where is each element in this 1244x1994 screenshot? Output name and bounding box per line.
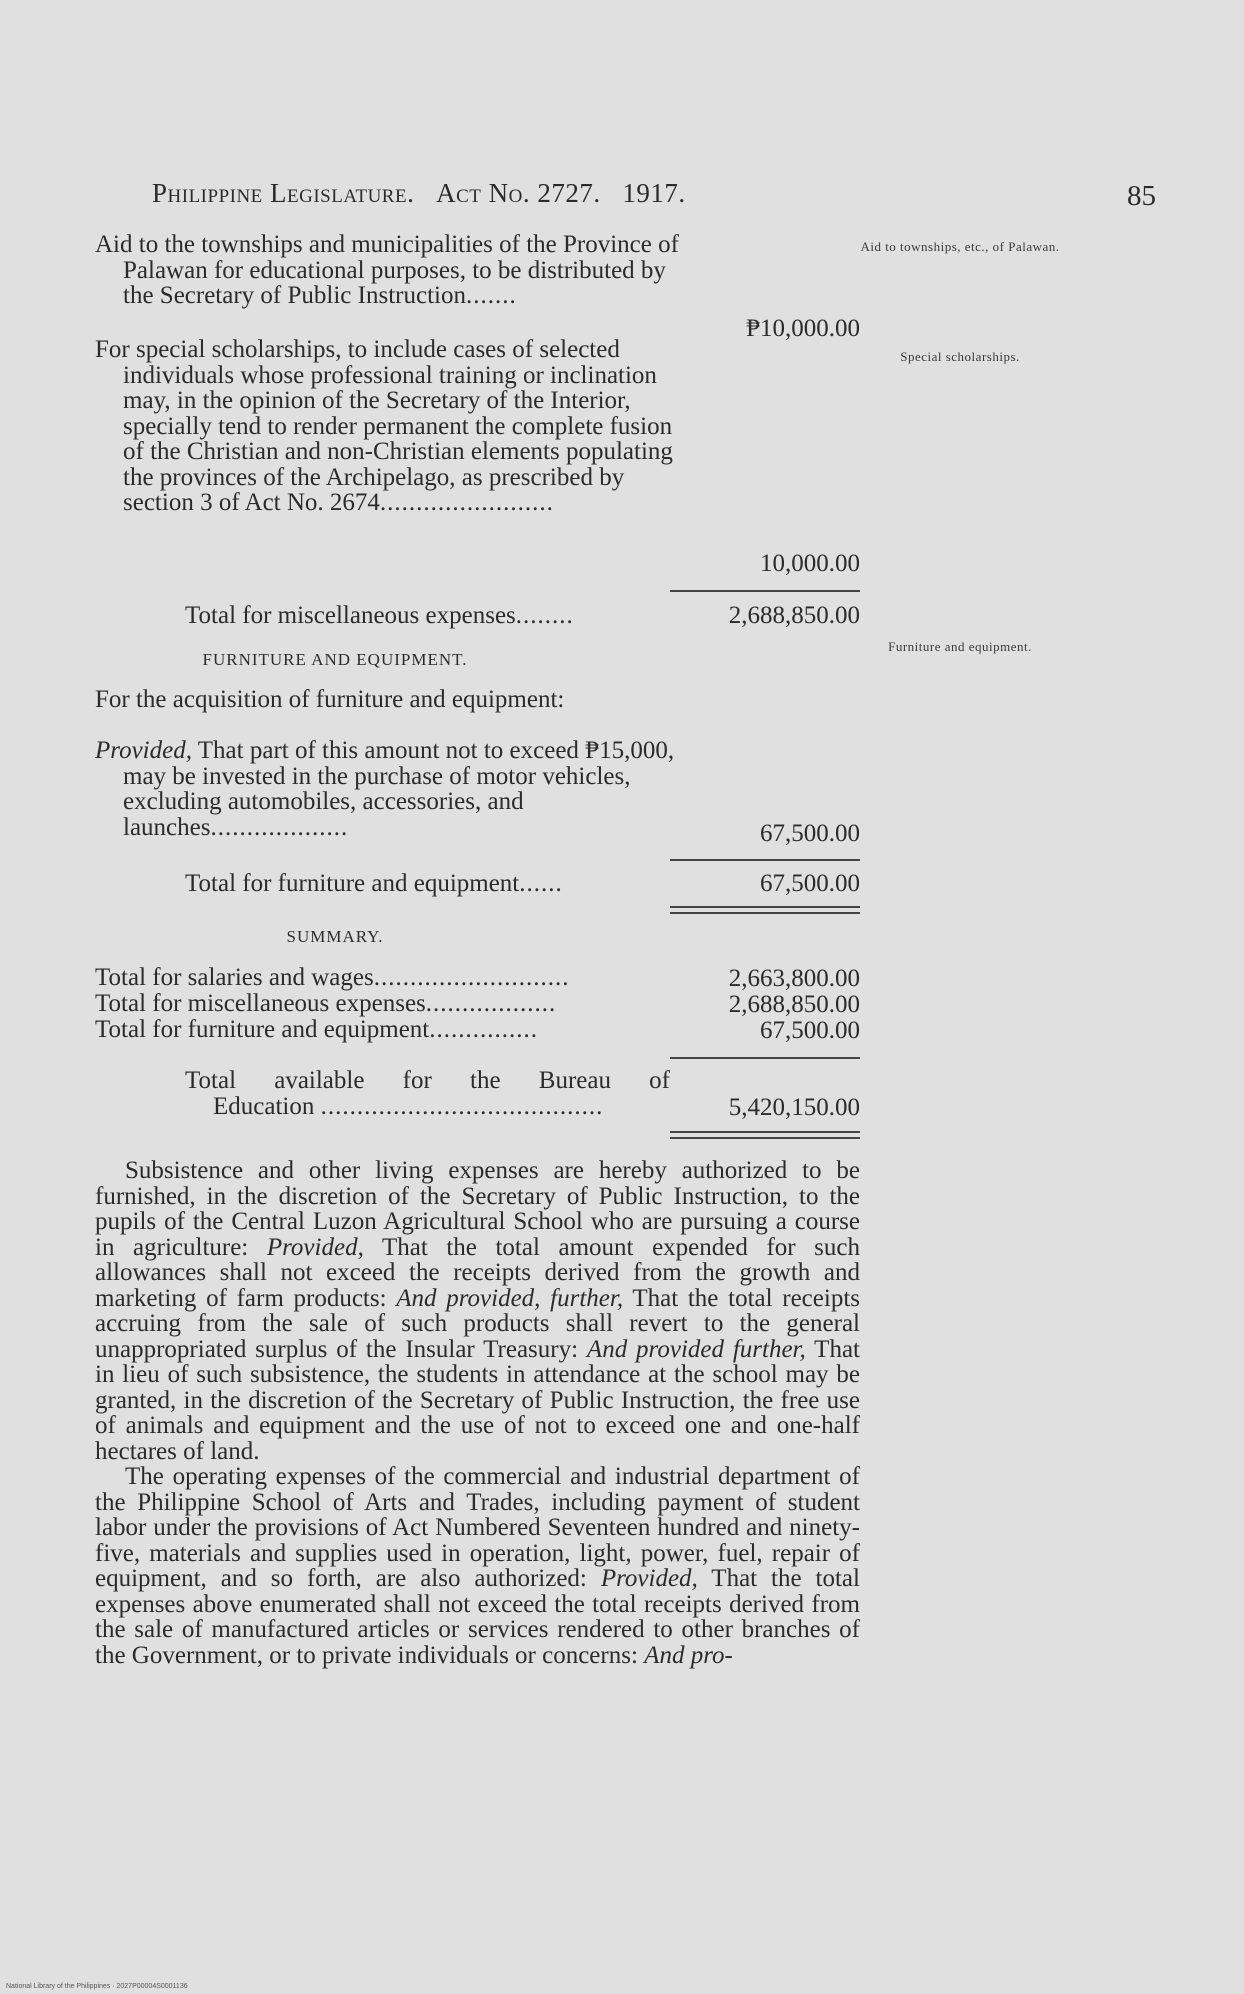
summary-row: Total for miscellaneous expenses..................	[95, 990, 557, 1017]
heading-summary: SUMMARY.	[286, 927, 384, 946]
misc-total-amount: 2,688,850.00	[728, 602, 860, 629]
scan-footer: National Library of the Philippines · 2027P00004S0001136	[6, 1983, 188, 1990]
grand-total-amount: 5,420,150.00	[728, 1094, 860, 1121]
furniture-total-label: Total for furniture and equipment	[185, 870, 520, 897]
furniture-proviso: Provided, That part of this amount not to exceed ₱15,000, may be invested in the purchase of motor vehicles, excluding automobiles, accessories, and launches...................	[95, 737, 675, 841]
proviso-text: That part of this amount not to exceed ₱15,000, may be invested in the purchase of motor vehicles, excluding automobiles, accessories, and launches	[123, 737, 675, 841]
entry-scholarships-text: For special scholarships, to include cases of selected individuals whose professional training or inclination may, in the opinion of the Secretary of the Interior, specially tend to render permanent the complete fusion of the Christian and non-Christian elements populating the provinces of the Archipelago, as prescribed by section 3 of Act No. 2674	[95, 336, 673, 516]
header-year: 1917.	[622, 178, 686, 208]
entry-palawan: Aid to the townships and municipalities of the Province of Palawan for educational purposes, to be distributed by the Secretary of Public Instruction.......	[95, 231, 679, 309]
proviso-word: Provided,	[95, 737, 192, 764]
rule-single	[670, 859, 860, 861]
body-paragraphs	[95, 1158, 860, 1668]
misc-total-line: Total for miscellaneous expenses........	[185, 602, 574, 629]
margin-note-scholarships: Special scholarships.	[900, 349, 1020, 364]
misc-total-label: Total for miscellaneous expenses	[185, 602, 516, 629]
paragraph-subsistence: Subsistence and other living expenses are hereby authorized to be furnished, in the discretion of the Secretary of Public Instruction, to the pupils of the Central Luzon Agricultural School who are pursuing a course in agriculture: Provided, That the total amount expended for such allowances shall not exceed the receipts derived from the growth and marketing of farm products: And provided, further, That the total receipts accruing from the sale of such products shall revert to the general unappropriated surplus of the Insular Treasury: And provided further, That in lieu of such subsistence, the students in attendance at the school may be granted, in the discretion of the Secretary of Public Instruction, the free use of animals and equipment and the use of not to exceed one and one-half hectares of land.	[95, 1157, 861, 1465]
margin-note-palawan: Aid to townships, etc., of Palawan.	[860, 239, 1060, 254]
summary-row-label: Total for salaries and wages	[95, 964, 374, 991]
rule-double	[670, 1131, 860, 1139]
furniture-line1-text: For the acquisition of furniture and equipment:	[95, 686, 565, 713]
summary-row-amount: 67,500.00	[760, 1017, 860, 1044]
summary-row-label: Total for miscellaneous expenses	[95, 990, 426, 1017]
summary-row-amount: 2,663,800.00	[728, 965, 860, 992]
furniture-amount: 67,500.00	[760, 820, 860, 847]
summary-row-label: Total for furniture and equipment	[95, 1016, 430, 1043]
furniture-line1	[95, 687, 698, 713]
furniture-total-line: Total for furniture and equipment......	[185, 870, 563, 897]
entry-palawan-text: Aid to the townships and municipalities of the Province of Palawan for educational purposes, to be distributed by the Secretary of Public Instruction	[95, 231, 679, 309]
rule-single	[670, 590, 860, 592]
entry-scholarships-amount: 10,000.00	[760, 550, 860, 577]
grand-total-line-2: Education .......................................	[213, 1093, 604, 1120]
rule-single	[670, 1057, 860, 1059]
margin-note-furniture: Furniture and equipment.	[888, 639, 1032, 654]
grand-total-label-1: Total available for the Bureau of	[185, 1067, 670, 1094]
summary-row-amount: 2,688,850.00	[728, 991, 860, 1018]
heading-furniture: FURNITURE AND EQUIPMENT.	[202, 650, 468, 669]
header-title: Philippine Legislature.	[152, 178, 415, 208]
header-act: Act No. 2727.	[436, 178, 601, 208]
grand-total-label-2: Education	[213, 1093, 315, 1120]
paragraph-operating-expenses: The operating expenses of the commercial and industrial department of the Philippine School of Arts and Trades, including payment of student labor under the provisions of Act Numbered Seventeen hundred and ninety-five, materials and supplies used in operation, light, power, fuel, repair of equipment, and so forth, are also authorized: Provided, That the total expenses above enumerated shall not exceed the total receipts derived from the sale of manufactured articles or services rendered to other branches of the Government, or to private individuals or concerns: And pro-	[95, 1463, 860, 1669]
running-header	[152, 178, 686, 209]
rule-double	[670, 906, 860, 914]
summary-row: Total for salaries and wages...........................	[95, 964, 570, 991]
furniture-total-amount: 67,500.00	[760, 870, 860, 897]
entry-scholarships: For special scholarships, to include cases of selected individuals whose professional training or inclination may, in the opinion of the Secretary of the Interior, specially tend to render permanent the complete fusion of the Christian and non-Christian elements populating the provinces of the Archipelago, as prescribed by section 3 of Act No. 2674........................	[95, 336, 673, 516]
page-number: 85	[1127, 180, 1156, 212]
summary-row: Total for furniture and equipment...............	[95, 1016, 539, 1043]
entry-palawan-amount: ₱10,000.00	[746, 315, 860, 342]
